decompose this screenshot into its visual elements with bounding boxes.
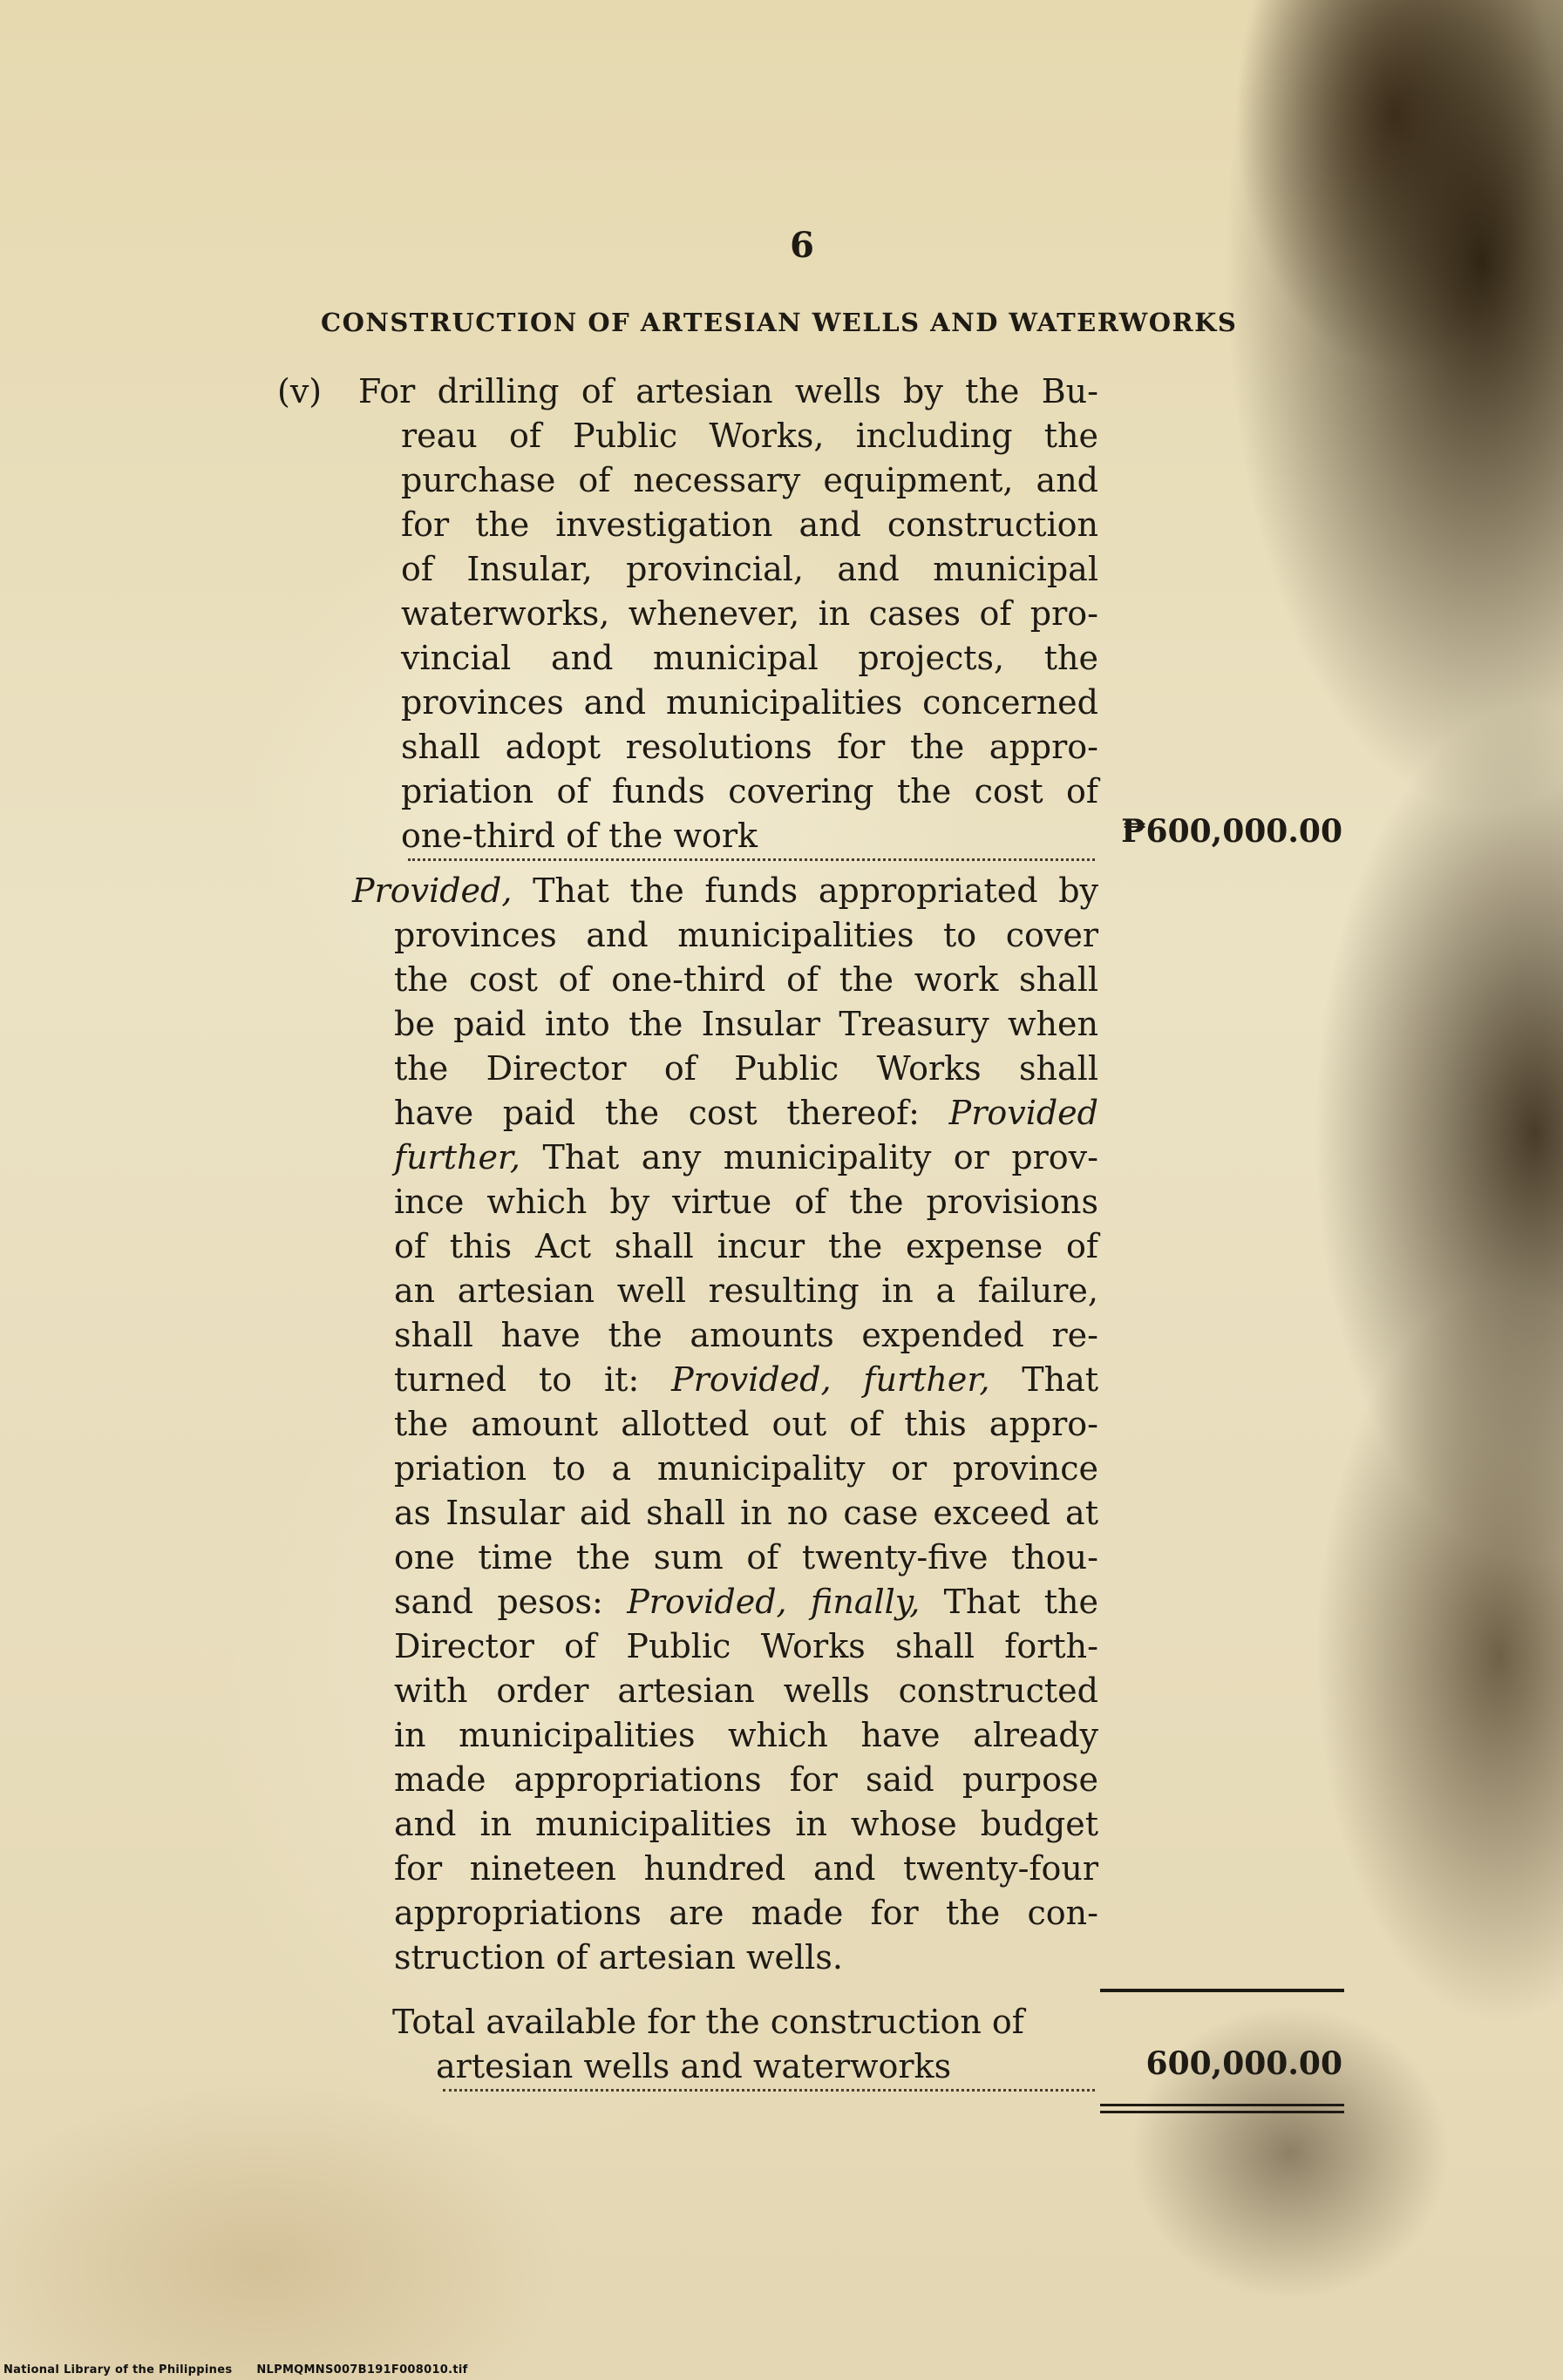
proviso-last-line: struction of artesian wells. [394,1938,843,1977]
proviso-line-rest: That any municipality or prov- [520,1138,1098,1176]
proviso-line: ince which by virtue of the provisions [394,1183,1098,1221]
proviso-line-rest: That the funds appropriated by [512,871,1098,910]
item-line: of Insular, provincial, and municipal [401,550,1098,588]
proviso-line [352,1136,1098,1180]
proviso-line: the amount allotted out of this appro- [394,1405,1098,1443]
proviso-line-text: turned to it: [394,1360,672,1399]
proviso-italic: Provided, further, [671,1360,990,1399]
proviso-line: provinces and municipalities to cover [394,916,1098,954]
item-label: (v) [277,372,323,410]
proviso-line: the cost of one-third of the work shall [394,960,1098,999]
proviso-line: an artesian well resulting in a failure, [394,1271,1098,1310]
proviso-italic: Provided [948,1094,1098,1132]
item-last-line-text: one-third of the work [401,817,758,855]
scan-footer [3,2363,468,2377]
proviso-line: shall have the amounts expended re- [394,1316,1098,1354]
proviso-line: be paid into the Insular Treasury when [394,1005,1098,1043]
proviso-line: the Director of Public Works shall [394,1049,1098,1088]
double-rule-top [1100,2104,1344,2106]
page-number: 6 [790,225,814,266]
proviso-line: Director of Public Works shall forth- [394,1627,1098,1665]
item-line: purchase of necessary equipment, and [401,461,1098,499]
total-text [392,2000,1098,2100]
double-rule-bottom [1100,2111,1344,2113]
proviso-text [352,869,1098,1980]
proviso-line: one time the sum of twenty-five thou- [394,1538,1098,1576]
proviso-line: with order artesian wells constructed [394,1671,1098,1710]
proviso-italic: further, [394,1138,521,1176]
proviso-line: appropriations are made for the con- [394,1894,1098,1932]
section-heading: CONSTRUCTION OF ARTESIAN WELLS AND WATERWORKS [321,308,1238,337]
proviso-line: for nineteen hundred and twenty-four [394,1849,1098,1888]
proviso-line [352,1091,1098,1136]
proviso-line-text: have paid the cost thereof: [394,1094,949,1132]
item-line: reau of Public Works, including the [401,417,1098,455]
item-text [359,370,1098,870]
proviso-line: priation to a municipality or province [394,1449,1098,1488]
total-last-line-text: artesian wells and waterworks [436,2047,952,2085]
total-line: Total available for the construction of [392,2003,1024,2041]
proviso-line: in municipalities which have already [394,1716,1098,1754]
item-line: shall adopt resolutions for the appro- [401,728,1098,766]
footer-file-id: NLPMQMNS007B191F008010.tif [256,2363,468,2377]
footer-library: National Library of the Philippines [3,2363,233,2377]
item-last-line [359,814,1098,861]
item-line: waterworks, whenever, in cases of pro- [401,594,1098,633]
proviso-line-rest: That the [920,1583,1099,1621]
proviso-line [352,869,1098,913]
total-last-line [392,2044,1098,2092]
proviso-italic: Provided, [352,871,513,910]
proviso-italic: Provided, finally, [627,1583,921,1621]
item-line: priation of funds covering the cost of [401,772,1098,810]
proviso-line-text: sand pesos: [394,1583,628,1621]
item-line: vincial and municipal projects, the [401,639,1098,677]
total-amount: 600,000.00 [1145,2045,1342,2082]
item-line: provinces and municipalities concerned [401,683,1098,722]
proviso-line: and in municipalities in whose budget [394,1805,1098,1843]
proviso-line: of this Act shall incur the expense of [394,1227,1098,1265]
item-amount: ₱600,000.00 [1121,813,1342,850]
dot-leader [408,858,1095,861]
proviso-line: as Insular aid shall in no case exceed at [394,1494,1098,1532]
proviso-line: made appropriations for said purpose [394,1760,1098,1799]
proviso-line-rest: That [989,1360,1098,1399]
proviso-line [352,1358,1098,1402]
proviso-line [352,1580,1098,1624]
item-line: For drilling of artesian wells by the Bu- [358,372,1098,410]
subtotal-rule [1100,1989,1344,1992]
item-line: for the investigation and construction [401,505,1098,544]
dot-leader [443,2089,1095,2092]
